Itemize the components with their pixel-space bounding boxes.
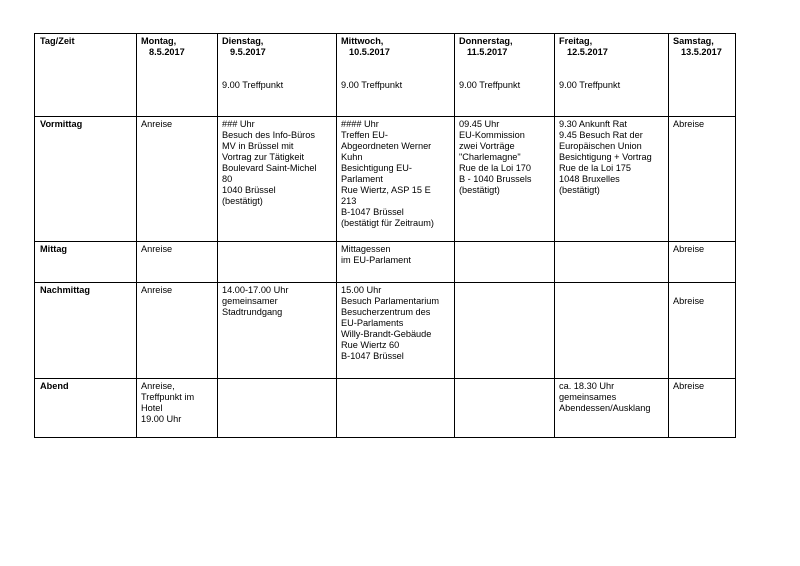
day-name: Donnerstag, <box>459 36 513 46</box>
table-cell <box>455 117 555 242</box>
header-cell-day <box>555 34 669 117</box>
cell-line: 1048 Bruxelles <box>559 174 620 184</box>
cell-line: MV in Brüssel mit <box>222 141 294 151</box>
header-row <box>35 34 736 117</box>
meeting-time: 9.00 Treffpunkt <box>341 80 403 90</box>
cell-line: 9.45 Besuch Rat der <box>559 130 643 140</box>
cell-line: Treffen EU- <box>341 130 388 140</box>
header-cell-day <box>337 34 455 117</box>
cell-line: B - 1040 Brussels <box>459 174 532 184</box>
day-name: Dienstag, <box>222 36 264 46</box>
table-cell <box>669 283 736 379</box>
cell-line: Rue Wiertz 60 <box>341 340 400 350</box>
cell-line: Abreise <box>673 296 705 306</box>
day-name: Samstag, <box>673 36 714 46</box>
cell-line: Anreise, <box>141 381 175 391</box>
day-date: 13.5.2017 <box>681 47 722 57</box>
cell-line: Kuhn <box>341 152 363 162</box>
cell-line: Mittagessen <box>341 244 391 254</box>
cell-line: EU-Kommission <box>459 130 525 140</box>
cell-line: (bestätigt) <box>459 185 500 195</box>
cell-line: Besucherzentrum des <box>341 307 431 317</box>
table-cell <box>669 379 736 438</box>
header-label: Tag/Zeit <box>40 36 75 46</box>
table-cell <box>669 242 736 283</box>
table-cell <box>555 379 669 438</box>
table-cell <box>555 242 669 283</box>
row-label-cell <box>35 283 137 379</box>
cell-line: Anreise <box>141 119 173 129</box>
day-name: Montag, <box>141 36 177 46</box>
cell-line: Willy-Brandt-Gebäude <box>341 329 432 339</box>
day-date: 11.5.2017 <box>467 47 508 57</box>
spacer <box>459 58 550 80</box>
cell-line: Rue Wiertz, ASP 15 E <box>341 185 431 195</box>
row-label-cell <box>35 242 137 283</box>
table-cell <box>555 117 669 242</box>
table-cell <box>555 283 669 379</box>
cell-line: Vortrag zur Tätigkeit <box>222 152 305 162</box>
day-name: Freitag, <box>559 36 593 46</box>
cell-line: zwei Vorträge <box>459 141 515 151</box>
cell-line: Parlament <box>341 174 383 184</box>
cell-line: 15.00 Uhr <box>341 285 382 295</box>
row-label-cell <box>35 117 137 242</box>
cell-line: Boulevard Saint-Michel <box>222 163 317 173</box>
cell-line: 19.00 Uhr <box>141 414 182 424</box>
cell-line: B-1047 Brüssel <box>341 207 404 217</box>
cell-line: Besichtigung + Vortrag <box>559 152 652 162</box>
cell-line: Treffpunkt im <box>141 392 195 402</box>
cell-line: Anreise <box>141 244 173 254</box>
cell-line: Anreise <box>141 285 173 295</box>
schedule-table <box>34 33 736 438</box>
cell-line: 80 <box>222 174 233 184</box>
meeting-time: 9.00 Treffpunkt <box>222 80 284 90</box>
table-cell <box>669 117 736 242</box>
cell-line: EU-Parlaments <box>341 318 404 328</box>
spacer <box>673 285 731 296</box>
spacer <box>222 58 332 80</box>
table-cell <box>137 379 218 438</box>
day-name: Mittwoch, <box>341 36 384 46</box>
cell-line: 1040 Brüssel <box>222 185 276 195</box>
header-cell-day <box>218 34 337 117</box>
cell-line: #### Uhr <box>341 119 379 129</box>
cell-line: Rue de la Loi 175 <box>559 163 632 173</box>
cell-line: im EU-Parlament <box>341 255 411 265</box>
table-row <box>35 242 736 283</box>
day-date: 9.5.2017 <box>230 47 266 57</box>
cell-line: (bestätigt) <box>222 196 263 206</box>
cell-line: "Charlemagne" <box>459 152 521 162</box>
header-cell-day <box>669 34 736 117</box>
table-cell <box>455 283 555 379</box>
table-cell <box>218 283 337 379</box>
cell-line: 9.30 Ankunft Rat <box>559 119 627 129</box>
cell-line: 14.00-17.00 Uhr <box>222 285 289 295</box>
table-cell <box>218 242 337 283</box>
table-cell <box>337 117 455 242</box>
cell-line: (bestätigt) <box>559 185 600 195</box>
header-cell-day <box>455 34 555 117</box>
cell-line: ### Uhr <box>222 119 255 129</box>
table-cell <box>218 117 337 242</box>
table-cell <box>137 117 218 242</box>
cell-line: Besuch Parlamentarium <box>341 296 440 306</box>
cell-line: Europäischen Union <box>559 141 642 151</box>
header-cell-label <box>35 34 137 117</box>
meeting-time: 9.00 Treffpunkt <box>559 80 621 90</box>
meeting-time: 9.00 Treffpunkt <box>459 80 521 90</box>
spacer <box>341 58 450 80</box>
row-label: Mittag <box>40 244 68 254</box>
table-cell <box>455 379 555 438</box>
cell-line: gemeinsamer <box>222 296 278 306</box>
cell-line: Rue de la Loi 170 <box>459 163 532 173</box>
cell-line: Abreise <box>673 119 705 129</box>
day-date: 12.5.2017 <box>567 47 608 57</box>
cell-line: gemeinsames <box>559 392 617 402</box>
cell-line: Abgeordneten Werner <box>341 141 432 151</box>
cell-line: (bestätigt für Zeitraum) <box>341 218 434 228</box>
cell-line: Abendessen/Ausklang <box>559 403 651 413</box>
table-cell <box>337 283 455 379</box>
cell-line: 09.45 Uhr <box>459 119 500 129</box>
table-cell <box>455 242 555 283</box>
cell-line: Abreise <box>673 381 705 391</box>
cell-line: 213 <box>341 196 357 206</box>
header-cell-day <box>137 34 218 117</box>
table-cell <box>337 242 455 283</box>
cell-line: Hotel <box>141 403 163 413</box>
row-label: Nachmittag <box>40 285 91 295</box>
table-row <box>35 283 736 379</box>
table-cell <box>337 379 455 438</box>
cell-line: B-1047 Brüssel <box>341 351 404 361</box>
spacer <box>559 58 664 80</box>
table-cell <box>137 283 218 379</box>
table-row <box>35 379 736 438</box>
day-date: 10.5.2017 <box>349 47 390 57</box>
cell-line: Besuch des Info-Büros <box>222 130 315 140</box>
table-row <box>35 117 736 242</box>
cell-line: Stadtrundgang <box>222 307 283 317</box>
row-label: Abend <box>40 381 69 391</box>
cell-line: Besichtigung EU- <box>341 163 412 173</box>
table-cell <box>137 242 218 283</box>
table-cell <box>218 379 337 438</box>
day-date: 8.5.2017 <box>149 47 185 57</box>
cell-line: ca. 18.30 Uhr <box>559 381 615 391</box>
cell-line: Abreise <box>673 244 705 254</box>
row-label: Vormittag <box>40 119 83 129</box>
row-label-cell <box>35 379 137 438</box>
